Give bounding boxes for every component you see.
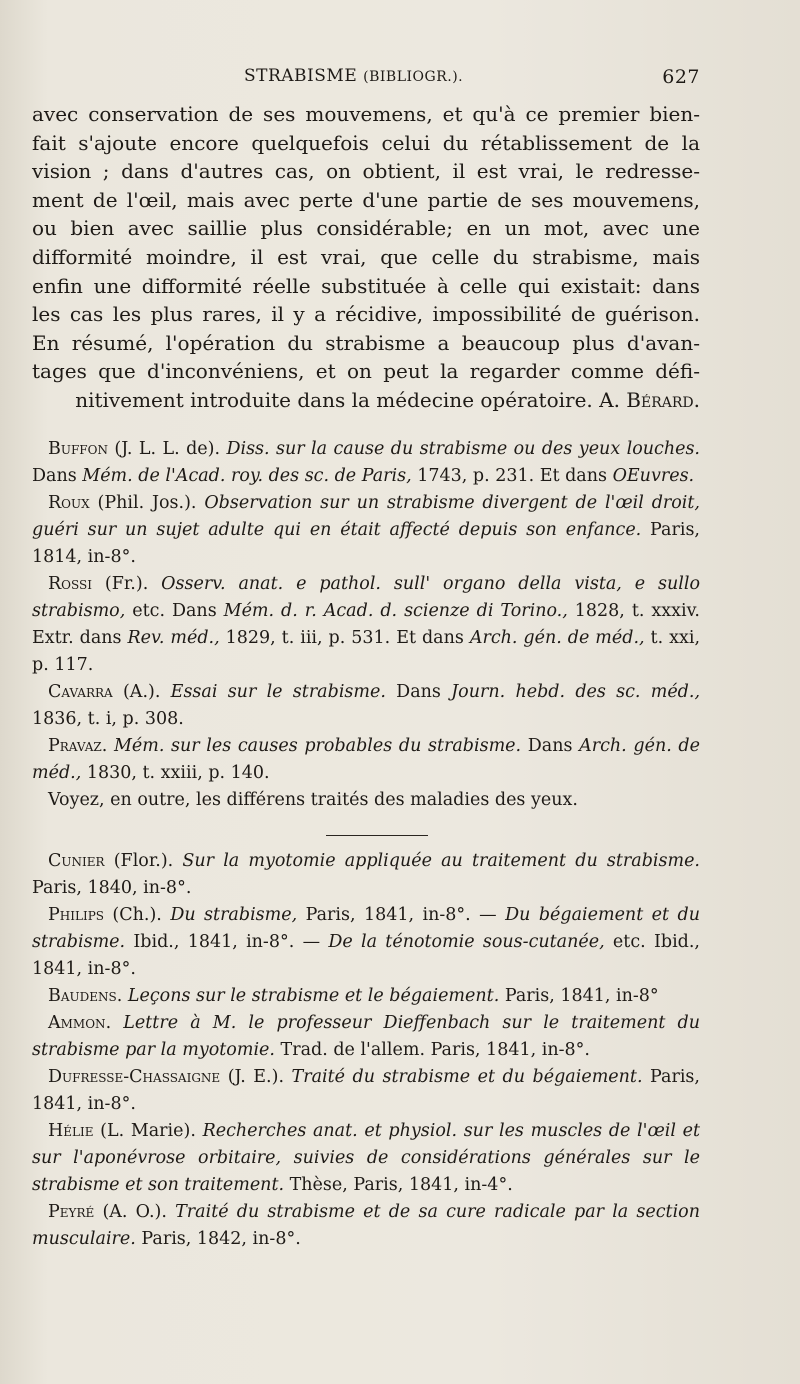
ref-title: Diss. sur la cause du strabisme ou des yeux louches. <box>226 439 700 459</box>
ref-text: Paris, 1841, in-8°. <box>32 1067 700 1114</box>
ref-text: . <box>116 986 128 1006</box>
bibliography-entry <box>32 571 700 679</box>
ref-text: Ibid., 1841, in-8°. — <box>125 932 329 952</box>
ref-author: Rossi <box>48 574 92 594</box>
running-header <box>32 66 700 92</box>
bibliography-entry <box>32 1199 700 1253</box>
ref-text: Thèse, Paris, 1841, in-4°. <box>284 1175 513 1195</box>
ref-title: Du strabisme, <box>170 905 298 925</box>
ref-text: (Ch.). <box>103 905 171 925</box>
ref-title: Lettre à M. le professeur Dieffenbach sur le traitement du strabisme par la myotomie. <box>32 1013 700 1060</box>
text-line: tages que d'inconvéniens, et on peut la regarder comme défi- <box>32 359 700 384</box>
ref-text: Dans <box>385 682 452 702</box>
ref-text: 1829, t. iii, p. 531. Et dans <box>219 628 470 648</box>
ref-title: Osserv. anat. e pathol. sull' organo della vista, e sullo strabismo, <box>32 574 700 621</box>
ref-text: (A.). <box>112 682 171 702</box>
ref-text: (A. O.). <box>94 1202 176 1222</box>
ref-journal: Rev. méd., <box>127 628 220 648</box>
bibliography-entry <box>32 1010 700 1064</box>
ref-author: Ammon <box>48 1013 106 1033</box>
ref-text: 1830, t. xxiii, p. 140. <box>81 763 270 783</box>
ref-text: 1743, p. 231. Et dans <box>411 466 613 486</box>
ref-text: Paris, 1840, in-8°. <box>32 878 192 898</box>
bibliography-entry <box>32 436 700 490</box>
ref-title: Essai sur le strabisme. <box>170 682 386 702</box>
ref-text: t. xxi, p. 117. <box>32 628 701 675</box>
ref-author: Baudens <box>48 986 117 1006</box>
ref-text: 1836, t. i, p. 308. <box>32 709 184 729</box>
bibliography-entry <box>32 733 700 787</box>
bibliography-entry <box>32 679 700 733</box>
ref-text: (J. E.). <box>220 1067 292 1087</box>
ref-author: Hélie <box>48 1121 94 1141</box>
ref-title: Observation sur un strabisme divergent de l'œil droit, guéri sur un sujet adulte qui en était affecté depuis son enfance. <box>32 493 700 540</box>
ref-text: etc. Dans <box>125 601 224 621</box>
text-line: vision ; dans d'autres cas, on obtient, il est vrai, le redresse- <box>32 159 700 184</box>
ref-author: Pravaz <box>48 736 102 756</box>
ref-text: (Fr.). <box>92 574 162 594</box>
author-signature: A. Bérard. <box>599 387 700 412</box>
ref-text: etc. Ibid., 1841, in-8°. <box>32 932 700 979</box>
text-line-final: nitivement introduite dans la médecine opératoire. A. Bérard. <box>75 387 700 412</box>
bibliography-entry <box>32 848 700 902</box>
ref-journal: Arch. gén. de méd., <box>32 736 700 783</box>
ref-author: Cavarra <box>48 682 113 702</box>
ref-title: Mém. sur les causes probables du strabisme. <box>113 736 522 756</box>
ref-title: Sur la myotomie appliquée au traitement du strabisme. <box>182 851 700 871</box>
ref-text: Dans <box>521 736 580 756</box>
text-line: fait s'ajoute encore quelquefois celui du rétablissement de la <box>32 130 700 155</box>
bibliography-entry <box>32 902 700 983</box>
bibliography-entry <box>32 1118 700 1199</box>
ref-text: (Phil. Jos.). <box>89 493 205 513</box>
ref-journal: De la ténotomie sous-cutanée, <box>328 932 605 952</box>
bibliography-entry <box>32 983 700 1010</box>
bibliography-entry <box>32 1064 700 1118</box>
text-line: les cas les plus rares, il y a récidive, impossibilité de guérison. <box>32 302 700 327</box>
ref-author: Cunier <box>48 851 105 871</box>
ref-text: Paris, 1841, in-8° <box>499 986 659 1006</box>
ref-text: . <box>101 736 114 756</box>
ref-title: Leçons sur le strabisme et le bégaiement. <box>127 986 500 1006</box>
ref-author: Buffon <box>48 439 108 459</box>
page-number: 627 <box>662 66 700 88</box>
ref-text: . <box>105 1013 124 1033</box>
ref-title: Traité du strabisme et du bégaiement. <box>291 1067 643 1087</box>
section-divider <box>326 835 428 836</box>
text-line: difformité moindre, il est vrai, que celle du strabisme, mais <box>32 244 700 269</box>
ref-author: Roux <box>48 493 90 513</box>
ref-author: Peyré <box>48 1202 95 1222</box>
ref-text: Paris, 1814, in-8°. <box>32 520 700 567</box>
ref-text: Dans <box>32 466 83 486</box>
ref-journal: OEuvres. <box>612 466 695 486</box>
ref-text: 1828, t. xxxiv. Extr. dans <box>32 601 700 648</box>
ref-journal: Mém. de l'Acad. roy. des sc. de Paris, <box>82 466 412 486</box>
bibliography-group-1 <box>32 436 700 814</box>
ref-title: Traité du strabisme et de sa cure radicale par la section musculaire. <box>32 1202 700 1249</box>
ref-text: (L. Marie). <box>93 1121 203 1141</box>
text-line: enfin une difformité réelle substituée à celle qui existait: dans <box>32 273 700 298</box>
bibliography-entry <box>32 787 700 814</box>
ref-journal: Mém. d. r. Acad. d. scienze di Torino., <box>223 601 568 621</box>
ref-text: Voyez, en outre, les différens traités des maladies des yeux. <box>48 790 578 810</box>
ref-journal: Du bégaiement et du strabisme. <box>32 905 700 952</box>
ref-text: (Flor.). <box>104 851 183 871</box>
ref-text: Trad. de l'allem. Paris, 1841, in-8°. <box>274 1040 590 1060</box>
bibliography-group-2 <box>32 848 700 1253</box>
ref-title: Recherches anat. et physiol. sur les muscles de l'œil et sur l'aponévrose orbitaire, suivies de considérations générales sur le strabisme et son traitement. <box>32 1121 700 1195</box>
ref-author: Dufresse-Chassaigne <box>48 1067 221 1087</box>
text-line: En résumé, l'opération du strabisme a beaucoup plus d'avan- <box>32 330 700 355</box>
text-line: ou bien avec saillie plus considérable; en un mot, avec une <box>32 216 700 241</box>
ref-text: Paris, 1842, in-8°. <box>135 1229 301 1249</box>
text-line: avec conservation de ses mouvemens, et qu'à ce premier bien- <box>32 102 700 126</box>
text-line: ment de l'œil, mais avec perte d'une partie de ses mouvemens, <box>32 187 700 212</box>
main-text <box>32 100 700 415</box>
bibliography-entry <box>32 490 700 571</box>
ref-journal: Arch. gén. de méd., <box>469 628 645 648</box>
running-title: STRABISME (BIBLIOGR.). <box>244 66 464 86</box>
ref-text: Paris, 1841, in-8°. — <box>297 905 506 925</box>
ref-journal: Journ. hebd. des sc. méd., <box>451 682 701 702</box>
ref-author: Philips <box>48 905 104 925</box>
ref-text: (J. L. L. de). <box>107 439 227 459</box>
